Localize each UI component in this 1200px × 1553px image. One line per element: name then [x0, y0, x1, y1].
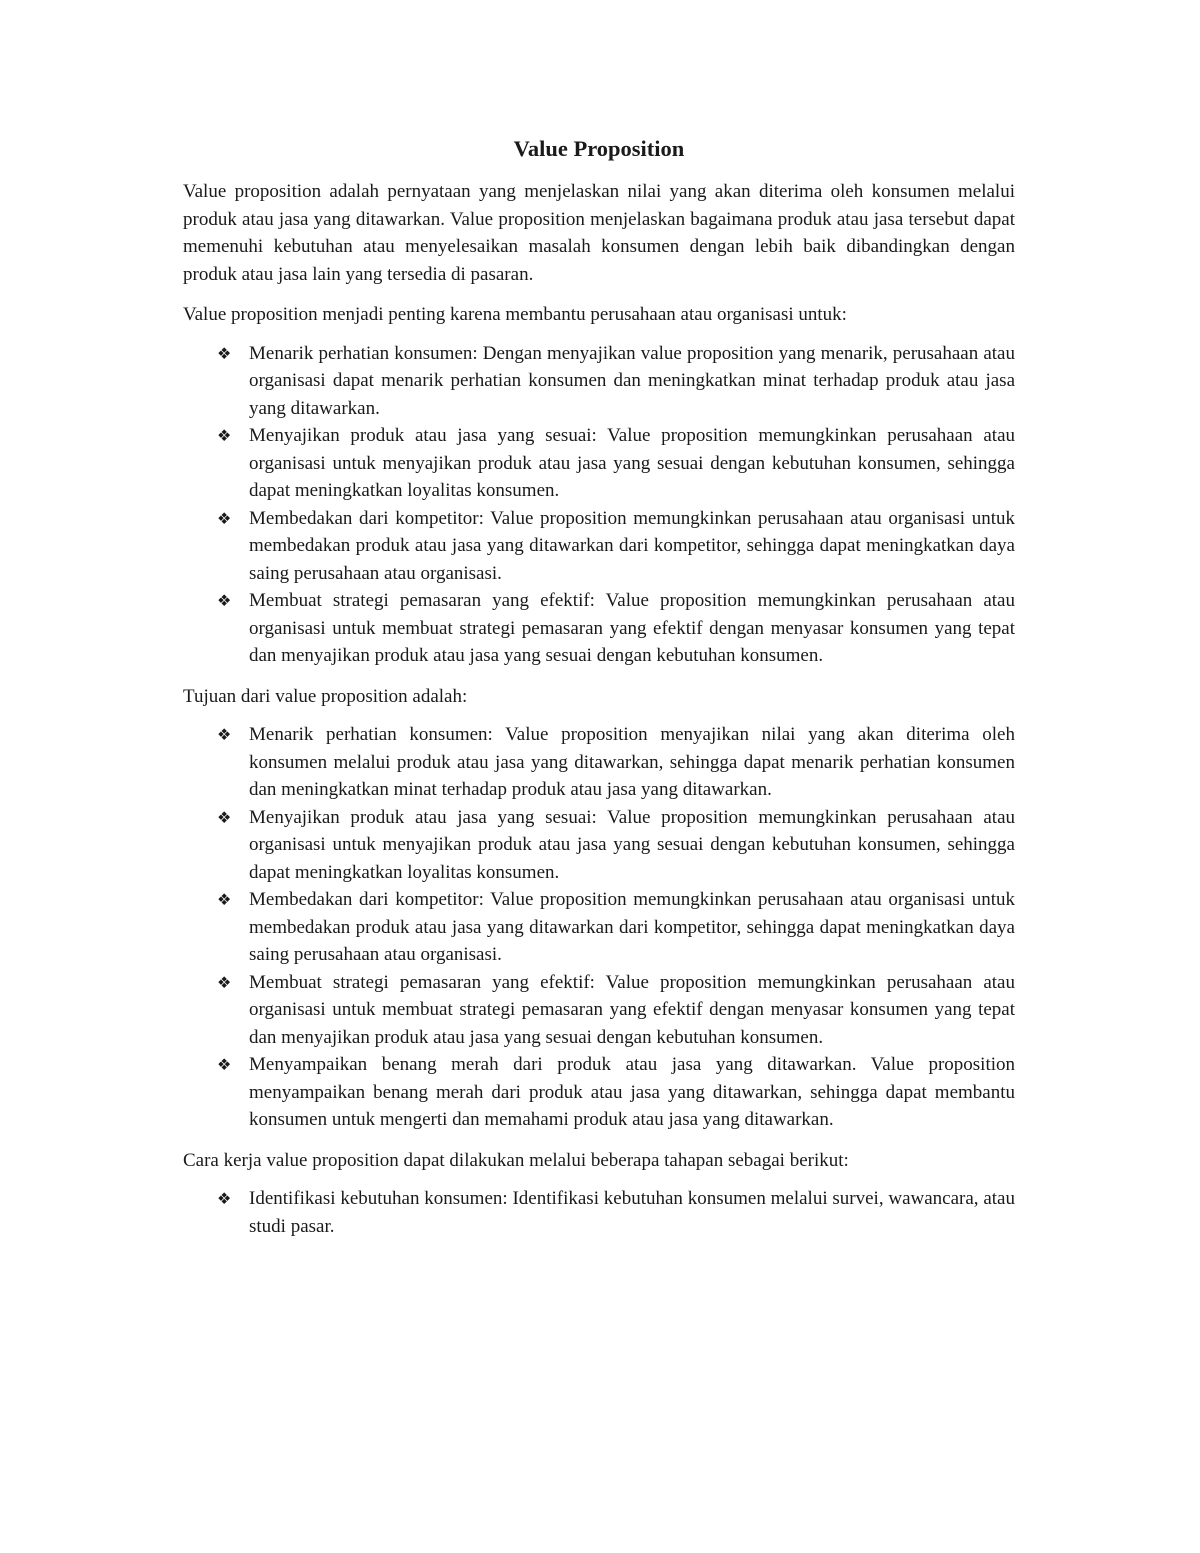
bullet-list	[183, 1185, 1015, 1240]
diamond-bullet-icon: ❖	[217, 972, 232, 992]
list-item-text: Identifikasi kebutuhan konsumen: Identifikasi kebutuhan konsumen melalui survei, wawancara, atau studi pasar.	[249, 1188, 1015, 1237]
list-item-text: Menarik perhatian konsumen: Value proposition menyajikan nilai yang akan diterima oleh konsumen melalui produk atau jasa yang ditawarkan, sehingga dapat menarik perhatian konsumen dan meningkatkan minat terhadap produk atau jasa yang ditawarkan.	[249, 724, 1015, 800]
list-item-text: Membuat strategi pemasaran yang efektif: Value proposition memungkinkan perusahaan atau organisasi untuk membuat strategi pemasaran yang efektif dengan menyasar konsumen yang tepat dan menyajikan produk atau jasa yang sesuai dengan kebutuhan konsumen.	[249, 971, 1015, 1048]
intro-paragraph: Value proposition adalah pernyataan yang menjelaskan nilai yang akan diterima oleh konsumen melalui produk atau jasa yang ditawarkan. Value proposition menjelaskan bagaimana produk atau jasa tersebut dapat memenuhi kebutuhan atau menyelesaikan masalah konsumen dengan lebih baik dibandingkan dengan produk atau jasa lain yang tersedia di pasaran.	[183, 181, 1015, 285]
diamond-bullet-icon: ❖	[217, 591, 232, 610]
list-item-text: Menyajikan produk atau jasa yang sesuai: Value proposition memungkinkan perusahaan atau organisasi untuk menyajikan produk atau jasa yang sesuai dengan kebutuhan konsumen, sehingga dapat meningkatkan loyalitas konsumen.	[249, 806, 1015, 883]
bullet-list	[183, 340, 1015, 670]
list-item	[183, 422, 1015, 505]
document-page	[183, 132, 1015, 1253]
diamond-bullet-icon: ❖	[217, 1055, 232, 1074]
section-lead: Cara kerja value proposition dapat dilakukan melalui beberapa tahapan sebagai berikut:	[183, 1149, 849, 1171]
diamond-bullet-icon: ❖	[217, 1189, 232, 1208]
list-item	[183, 721, 1015, 804]
diamond-bullet-icon: ❖	[217, 807, 232, 827]
list-item-text: Menyampaikan benang merah dari produk atau jasa yang ditawarkan. Value proposition menyampaikan benang merah dari produk atau jasa yang ditawarkan, sehingga dapat membantu konsumen untuk mengerti dan memahami produk atau jasa yang ditawarkan.	[249, 1054, 1015, 1130]
list-item-text: Membedakan dari kompetitor: Value proposition memungkinkan perusahaan atau organisasi untuk membedakan produk atau jasa yang ditawarkan dari kompetitor, sehingga dapat meningkatkan daya saing perusahaan atau organisasi.	[249, 889, 1015, 965]
list-item	[183, 804, 1015, 887]
list-item	[183, 1051, 1015, 1134]
section-lead: Tujuan dari value proposition adalah:	[183, 685, 468, 707]
list-item-text: Membuat strategi pemasaran yang efektif: Value proposition memungkinkan perusahaan atau organisasi untuk membuat strategi pemasaran yang efektif dengan menyasar konsumen yang tepat dan menyajikan produk atau jasa yang sesuai dengan kebutuhan konsumen.	[249, 590, 1015, 666]
list-item	[183, 340, 1015, 423]
list-item-text: Membedakan dari kompetitor: Value proposition memungkinkan perusahaan atau organisasi untuk membedakan produk atau jasa yang ditawarkan dari kompetitor, sehingga dapat meningkatkan daya saing perusahaan atau organisasi.	[249, 507, 1015, 584]
list-item-text: Menyajikan produk atau jasa yang sesuai: Value proposition memungkinkan perusahaan atau organisasi untuk menyajikan produk atau jasa yang sesuai dengan kebutuhan konsumen, sehingga dapat meningkatkan loyalitas konsumen.	[249, 425, 1015, 501]
list-item	[183, 969, 1015, 1052]
bullet-list	[183, 721, 1015, 1134]
list-item	[183, 505, 1015, 588]
list-item	[183, 886, 1015, 969]
diamond-bullet-icon: ❖	[217, 343, 232, 363]
diamond-bullet-icon: ❖	[217, 725, 232, 744]
list-item	[183, 1185, 1015, 1240]
list-item	[183, 587, 1015, 670]
section-lead: Value proposition menjadi penting karena membantu perusahaan atau organisasi untuk:	[183, 304, 847, 325]
list-item-text: Menarik perhatian konsumen: Dengan menyajikan value proposition yang menarik, perusahaan atau organisasi dapat menarik perhatian konsumen dan meningkatkan minat terhadap produk atau jasa yang ditawarkan.	[249, 342, 1015, 419]
diamond-bullet-icon: ❖	[217, 426, 232, 445]
diamond-bullet-icon: ❖	[217, 508, 232, 528]
diamond-bullet-icon: ❖	[217, 890, 232, 909]
document-title: Value Proposition	[513, 136, 685, 161]
